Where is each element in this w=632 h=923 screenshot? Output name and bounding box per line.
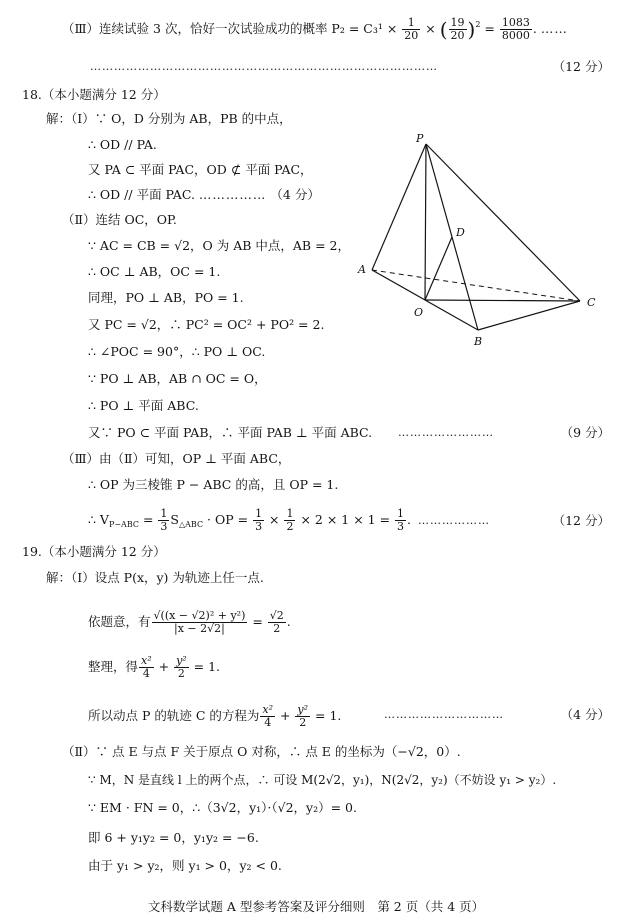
dots-9: …………………… xyxy=(398,426,494,439)
score-4b: （4 分） xyxy=(560,707,610,722)
line-18-2: ∴ OD // PA. xyxy=(88,137,157,152)
page-footer: 文科数学试题 A 型参考答案及评分细则 第 2 页（共 4 页） xyxy=(147,899,485,914)
question-18-heading: 18.（本小题满分 12 分） xyxy=(22,87,166,102)
dots-line: …………………………………………………………………………… xyxy=(90,60,438,73)
line-19-6: ∵ M，N 是直线 l 上的两个点，∴ 可设 M(2√2，y₁)，N(2√2，y₂)（不妨设 y₁ > y₂）. xyxy=(88,773,557,787)
fraction-19-20: $\frac{19}{20}$ xyxy=(450,16,465,42)
dots-4b: ………………………… xyxy=(384,708,504,721)
label-A: A xyxy=(358,263,366,276)
fraction-1-20: $\frac{1}{20}$ xyxy=(404,16,419,42)
label-C: C xyxy=(587,296,596,309)
line-18-10: ∴ ∠POC = 90°，∴ PO ⊥ OC. xyxy=(88,344,266,359)
line-18-3: 又 PA ⊂ 平面 PAC，OD ⊄ 平面 PAC， xyxy=(88,162,313,177)
line-19-2: 依题意，有 $\frac{\text{√((x − √2)² + y²)}}{|x - 2√2|}$ = $\frac{√2}{2}$ . xyxy=(88,609,291,635)
line-18-15: ∴ OP 为三棱锥 P − ABC 的高，且 OP = 1. xyxy=(88,477,339,492)
line-18-14: （Ⅲ）由（Ⅱ）可知，OP ⊥ 平面 ABC， xyxy=(62,451,291,466)
line-18-13: 又∵ PO ⊂ 平面 PAB，∴ 平面 PAB ⊥ 平面 ABC. xyxy=(88,425,373,440)
line-part3-probability: （Ⅲ）连续试验 3 次，恰好一次试验成功的概率 P₂ = C₃¹ × $\frac{1}{20}$ × ( $\frac{19}{20}$ )$^2$ = $\frac{1083}{8000}$ . …… xyxy=(62,16,568,42)
label-O: O xyxy=(414,306,424,319)
line-19-5: （Ⅱ）∵ 点 E 与点 F 关于原点 O 对称，∴ 点 E 的坐标为（−√2，0）. xyxy=(62,744,461,759)
edge-OC xyxy=(425,300,580,301)
line-19-4: 所以动点 P 的轨迹 C 的方程为 $\frac{\text{x²}}{4}$ + $\frac{\text{y²}}{2}$ = 1. xyxy=(88,703,342,729)
dots-12b: ……………… xyxy=(418,514,490,527)
line-18-12: ∴ PO ⊥ 平面 ABC. xyxy=(88,398,199,413)
edge-PA xyxy=(372,144,426,270)
line-18-11: ∵ PO ⊥ AB，AB ∩ OC = O， xyxy=(88,371,267,386)
question-19-heading: 19.（本小题满分 12 分） xyxy=(22,544,166,559)
edge-PO xyxy=(425,144,426,300)
line-18-16: ∴ $V_{P-ABC}$ = $\frac{1}{3}$ $S_{\triangle ABC}$ · OP = $\frac{1}{3}$ × $\frac{1}{2}$ × 2 × 1 × 1 = $\frac{1}{3}$ . xyxy=(88,507,412,533)
line-19-3: 整理，得 $\frac{\text{x²}}{4}$ + $\frac{\text{y²}}{2}$ = 1. xyxy=(88,654,221,680)
line-18-4: ∴ OD // 平面 PAC. …………… （4 分） xyxy=(88,187,320,202)
edge-AC-hidden xyxy=(372,270,580,301)
line-19-1: 解：（Ⅰ）设点 P(x，y) 为轨迹上任一点. xyxy=(46,570,264,585)
line-18-1: 解：（Ⅰ）∵ O，D 分别为 AB，PB 的中点， xyxy=(46,111,292,126)
line-19-7: ∵ EM · FN = 0，∴（3√2，y₁）·（√2，y₂）= 0. xyxy=(88,800,357,815)
line-19-8: 即 6 + y₁y₂ = 0，y₁y₂ = −6. xyxy=(88,830,259,845)
edge-BC xyxy=(478,301,580,330)
line-18-5: （Ⅱ）连结 OC，OP. xyxy=(62,212,177,227)
label-D: D xyxy=(456,226,465,239)
label-P: P xyxy=(416,132,424,145)
line-18-6: ∵ AC = CB = √2，O 为 AB 中点，AB = 2， xyxy=(88,238,350,253)
fraction-1083-8000: $\frac{1083}{8000}$ xyxy=(501,16,530,42)
pyramid-figure xyxy=(352,128,612,353)
line-18-8: 同理，PO ⊥ AB，PO = 1. xyxy=(88,290,244,305)
line-18-7: ∴ OC ⊥ AB，OC = 1. xyxy=(88,264,221,279)
score-12-b: （12 分） xyxy=(552,513,610,528)
score-9: （9 分） xyxy=(560,425,610,440)
score-12-a: （12 分） xyxy=(552,59,610,74)
label-B: B xyxy=(474,335,483,348)
line-19-9: 由于 y₁ > y₂，则 y₁ > 0，y₂ < 0. xyxy=(88,858,282,873)
edge-OD xyxy=(425,237,452,300)
edge-PC xyxy=(426,144,580,301)
line-18-9: 又 PC = √2，∴ PC² = OC² + PO² = 2. xyxy=(88,317,325,332)
